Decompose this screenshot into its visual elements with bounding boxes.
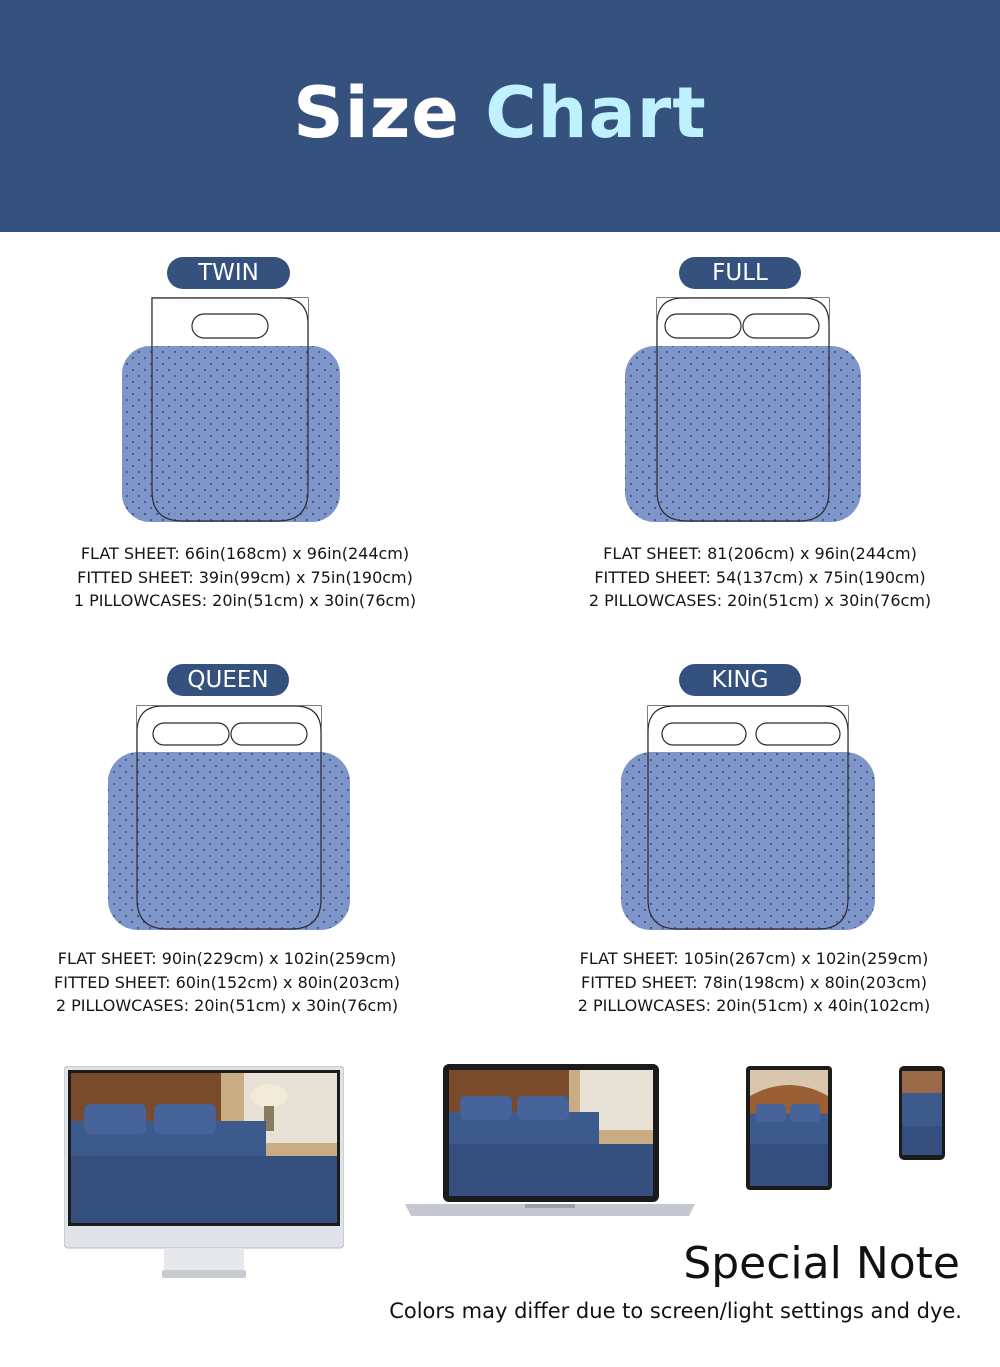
monitor-icon	[64, 1066, 344, 1286]
flat-sheet-spec: FLAT SHEET: 105in(267cm) x 102in(259cm)	[579, 949, 929, 968]
size-label-queen: QUEEN	[167, 664, 289, 696]
pillow-icon	[231, 723, 307, 745]
fitted-sheet-spec: FITTED SHEET: 39in(99cm) x 75in(190cm)	[77, 567, 413, 587]
flat-sheet-shape	[108, 752, 350, 930]
pillow-icon	[756, 723, 840, 745]
special-note-text: Colors may differ due to screen/light settings and dye.	[389, 1299, 962, 1323]
laptop-icon	[405, 1064, 695, 1222]
pillowcase-spec: 1 PILLOWCASES: 20in(51cm) x 30in(76cm)	[73, 591, 417, 610]
pillowcase-spec: 2 PILLOWCASES: 20in(51cm) x 40in(102cm)	[577, 996, 931, 1015]
size-label-twin: TWIN	[167, 257, 290, 289]
pillow-icon	[665, 314, 741, 338]
full-bed-diagram	[622, 295, 864, 527]
special-note-title: Special Note	[683, 1238, 960, 1289]
pillow-icon	[192, 314, 268, 338]
king-bed-diagram	[618, 703, 878, 935]
pillow-icon	[662, 723, 746, 745]
fitted-sheet-spec: FITTED SHEET: 78in(198cm) x 80in(203cm)	[581, 972, 927, 992]
full-specs	[545, 542, 975, 613]
tablet-icon	[746, 1066, 832, 1190]
twin-bed-diagram	[118, 295, 344, 527]
flat-sheet-spec: FLAT SHEET: 90in(229cm) x 102in(259cm)	[57, 949, 397, 968]
flat-sheet-shape	[625, 346, 861, 522]
fitted-sheet-spec: FITTED SHEET: 60in(152cm) x 80in(203cm)	[54, 972, 400, 992]
title-word-chart: Chart	[485, 72, 707, 154]
pillowcase-spec: 2 PILLOWCASES: 20in(51cm) x 30in(76cm)	[588, 591, 932, 610]
flat-sheet-spec: FLAT SHEET: 81(206cm) x 96in(244cm)	[603, 544, 917, 563]
size-label-full: FULL	[679, 257, 801, 289]
king-specs	[536, 947, 972, 1018]
flat-sheet-shape	[621, 752, 875, 930]
page-title	[0, 72, 1000, 154]
pillowcase-spec: 2 PILLOWCASES: 20in(51cm) x 30in(76cm)	[55, 996, 399, 1015]
flat-sheet-spec: FLAT SHEET: 66in(168cm) x 96in(244cm)	[80, 544, 410, 563]
pillow-icon	[743, 314, 819, 338]
fitted-sheet-spec: FITTED SHEET: 54(137cm) x 75in(190cm)	[594, 567, 926, 587]
queen-specs	[12, 947, 442, 1018]
size-label-king: KING	[679, 664, 801, 696]
phone-icon	[899, 1066, 945, 1160]
pillow-icon	[153, 723, 229, 745]
queen-bed-diagram	[105, 703, 353, 935]
title-word-size: Size	[293, 72, 460, 154]
twin-specs	[30, 542, 460, 613]
